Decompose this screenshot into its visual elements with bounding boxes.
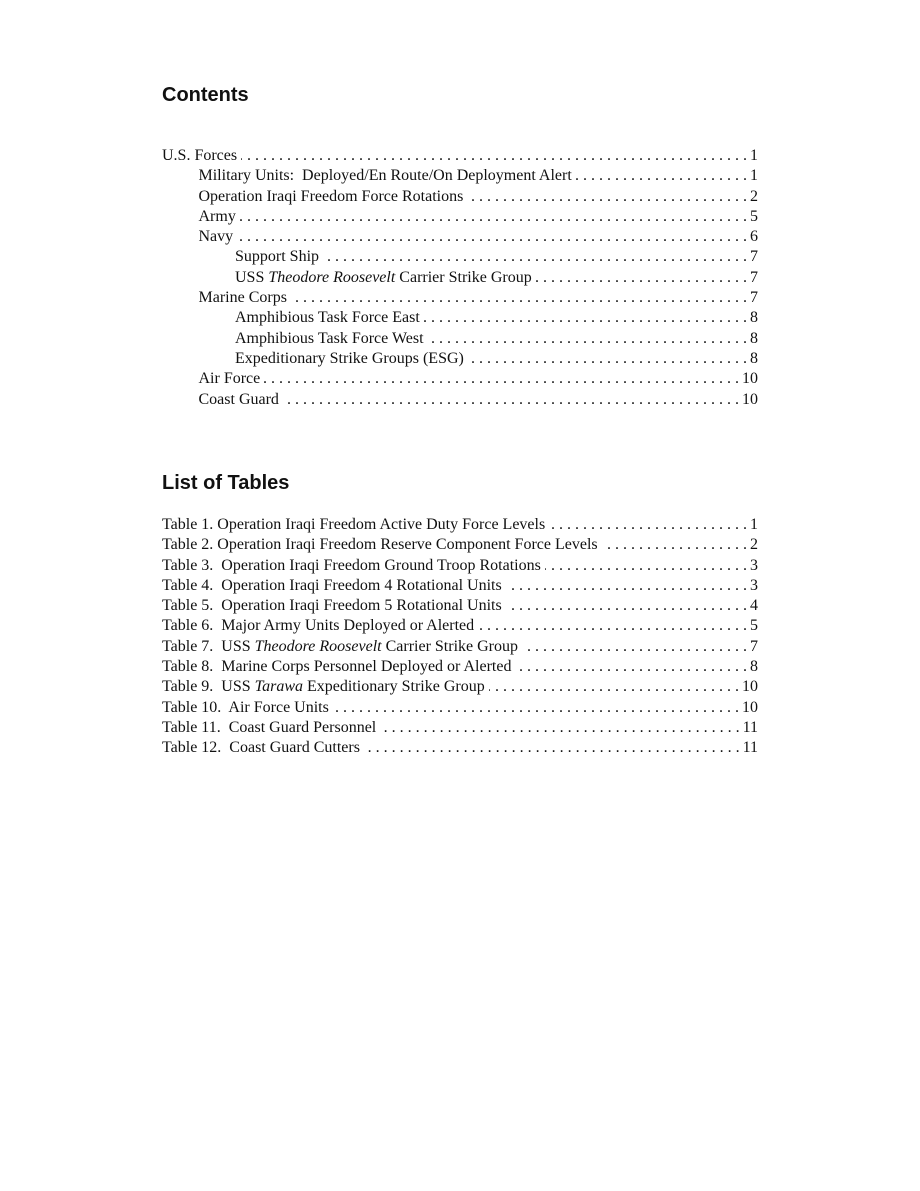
toc-entry-label: Support Ship — [235, 248, 320, 266]
dot-leader — [241, 146, 747, 166]
dot-leader — [602, 535, 747, 555]
table-entry-label: Table 1. Operation Iraqi Freedom Active Duty Force Levels — [162, 516, 546, 533]
table-entry-label: Table 6. Major Army Units Deployed or Alerted — [162, 617, 475, 635]
toc-entry-label: Coast Guard — [198, 390, 279, 408]
dot-leader — [380, 718, 739, 738]
table-entry-12[interactable] — [162, 738, 758, 758]
dot-leader — [467, 187, 747, 207]
table-entry-page-number: 7 — [750, 637, 758, 655]
toc-entry-page-number: 8 — [750, 309, 758, 327]
table-entry-label-prefix: Table 7. USS — [162, 637, 255, 655]
dot-leader — [424, 308, 747, 328]
dot-leader — [506, 576, 747, 596]
table-entry-label — [162, 637, 522, 657]
dot-leader — [576, 166, 747, 186]
table-entry-page-number: 11 — [742, 718, 758, 736]
toc-entry-page-number: 8 — [750, 349, 758, 367]
toc-entry-us-forces[interactable] — [162, 146, 758, 166]
dot-leader — [323, 247, 747, 267]
toc-entry-army[interactable] — [162, 207, 758, 227]
toc-entry-ship-name: Theodore Roosevelt — [268, 268, 396, 286]
toc-entry-page-number: 10 — [742, 370, 758, 388]
dot-leader — [468, 349, 747, 369]
toc-entry-page-number: 7 — [750, 248, 758, 266]
dot-leader — [549, 515, 747, 535]
toc-entry-label: Amphibious Task Force West — [235, 329, 424, 347]
toc-entry-military-units[interactable] — [162, 166, 758, 186]
toc-entry-page-number: 8 — [750, 329, 758, 347]
table-entry-page-number: 2 — [750, 536, 758, 554]
toc-entry-strike-groups[interactable] — [162, 349, 758, 369]
list-of-tables — [162, 515, 758, 759]
toc-entry-page-number: 7 — [750, 268, 758, 286]
table-entry-9[interactable] — [162, 677, 758, 697]
toc-entry-label: Operation Iraqi Freedom Force Rotations — [198, 187, 464, 205]
toc-entry-label: Army — [198, 207, 236, 225]
table-entry-ship-name: Tarawa — [254, 678, 303, 696]
toc-entry-label: Amphibious Task Force East — [235, 309, 420, 327]
table-entry-page-number: 10 — [742, 678, 758, 696]
table-entry-page-number: 4 — [750, 597, 758, 615]
dot-leader — [522, 637, 747, 657]
toc-entry-label: Marine Corps — [198, 289, 287, 307]
toc-entry-page-number: 7 — [750, 289, 758, 307]
dot-leader — [428, 329, 747, 349]
toc-entry-task-force-east[interactable] — [162, 308, 758, 328]
toc-entry-label-prefix: USS — [235, 268, 269, 286]
toc-entry-marine-corps[interactable] — [162, 288, 758, 308]
table-entry-label: Table 12. Coast Guard Cutters — [162, 739, 360, 757]
contents-heading: Contents — [162, 84, 249, 106]
toc-entry-label: Military Units: Deployed/En Route/On Deployment Alert — [198, 167, 572, 185]
toc-entry-label: U.S. Forces — [162, 147, 238, 164]
toc-entry-label — [235, 268, 536, 288]
table-entry-11[interactable] — [162, 718, 758, 738]
toc-entry-page-number: 1 — [750, 167, 758, 185]
toc-entry-label: Expeditionary Strike Groups (ESG) — [235, 349, 464, 367]
toc-entry-force-rotations[interactable] — [162, 187, 758, 207]
table-entry-10[interactable] — [162, 698, 758, 718]
list-of-tables-heading: List of Tables — [162, 472, 290, 494]
table-entry-page-number: 8 — [750, 658, 758, 676]
table-entry-label: Table 11. Coast Guard Personnel — [162, 718, 377, 736]
table-entry-page-number: 11 — [742, 739, 758, 757]
toc-entry-air-force[interactable] — [162, 369, 758, 389]
table-entry-label: Table 2. Operation Iraqi Freedom Reserve Component Force Levels — [162, 536, 598, 554]
toc-entry-roosevelt-strike-group[interactable] — [162, 268, 758, 288]
dot-leader — [515, 657, 747, 677]
toc-entry-navy[interactable] — [162, 227, 758, 247]
toc-entry-page-number: 2 — [750, 187, 758, 205]
table-entry-page-number: 3 — [750, 576, 758, 594]
toc-entry-page-number: 5 — [750, 207, 758, 225]
toc-entry-coast-guard[interactable] — [162, 390, 758, 410]
table-entry-label-suffix: Carrier Strike Group — [381, 637, 518, 655]
dot-leader — [283, 390, 739, 410]
table-entry-ship-name: Theodore Roosevelt — [254, 637, 382, 655]
table-entry-3[interactable] — [162, 556, 758, 576]
table-entry-label: Table 4. Operation Iraqi Freedom 4 Rotational Units — [162, 576, 502, 594]
toc-entry-label: Navy — [198, 228, 234, 246]
table-entry-label — [162, 677, 489, 697]
table-entry-label: Table 8. Marine Corps Personnel Deployed or Alerted — [162, 658, 512, 676]
table-entry-1[interactable] — [162, 515, 758, 535]
dot-leader — [489, 677, 739, 697]
dot-leader — [506, 596, 747, 616]
toc-entry-page-number: 6 — [750, 228, 758, 246]
dot-leader — [333, 698, 739, 718]
table-entry-label-suffix: Expeditionary Strike Group — [302, 678, 485, 696]
dot-leader — [364, 738, 740, 758]
toc-entry-task-force-west[interactable] — [162, 329, 758, 349]
table-entry-page-number: 1 — [750, 516, 758, 533]
toc-entry-label: Air Force — [198, 370, 261, 388]
toc-entry-support-ship[interactable] — [162, 247, 758, 267]
dot-leader — [291, 288, 747, 308]
toc-entry-page-number: 1 — [750, 147, 758, 164]
table-entry-5[interactable] — [162, 596, 758, 616]
table-entry-page-number: 5 — [750, 617, 758, 635]
dot-leader — [478, 616, 747, 636]
toc-entry-page-number: 10 — [742, 390, 758, 408]
dot-leader — [545, 556, 747, 576]
table-entry-4[interactable] — [162, 576, 758, 596]
table-entry-label: Table 5. Operation Iraqi Freedom 5 Rotational Units — [162, 597, 502, 615]
dot-leader — [237, 227, 747, 247]
table-entry-page-number: 3 — [750, 556, 758, 574]
table-entry-6[interactable] — [162, 616, 758, 636]
dot-leader — [264, 369, 739, 389]
table-entry-label: Table 3. Operation Iraqi Freedom Ground Troop Rotations — [162, 556, 541, 574]
table-entry-label: Table 10. Air Force Units — [162, 698, 329, 716]
toc-entry-label-suffix: Carrier Strike Group — [395, 268, 532, 286]
contents-list — [162, 146, 758, 410]
table-entry-page-number: 10 — [742, 698, 758, 716]
table-entry-label-prefix: Table 9. USS — [162, 678, 255, 696]
table-entry-8[interactable] — [162, 657, 758, 677]
table-entry-2[interactable] — [162, 535, 758, 555]
dot-leader — [536, 268, 747, 288]
dot-leader — [240, 207, 747, 227]
table-entry-7[interactable] — [162, 637, 758, 657]
